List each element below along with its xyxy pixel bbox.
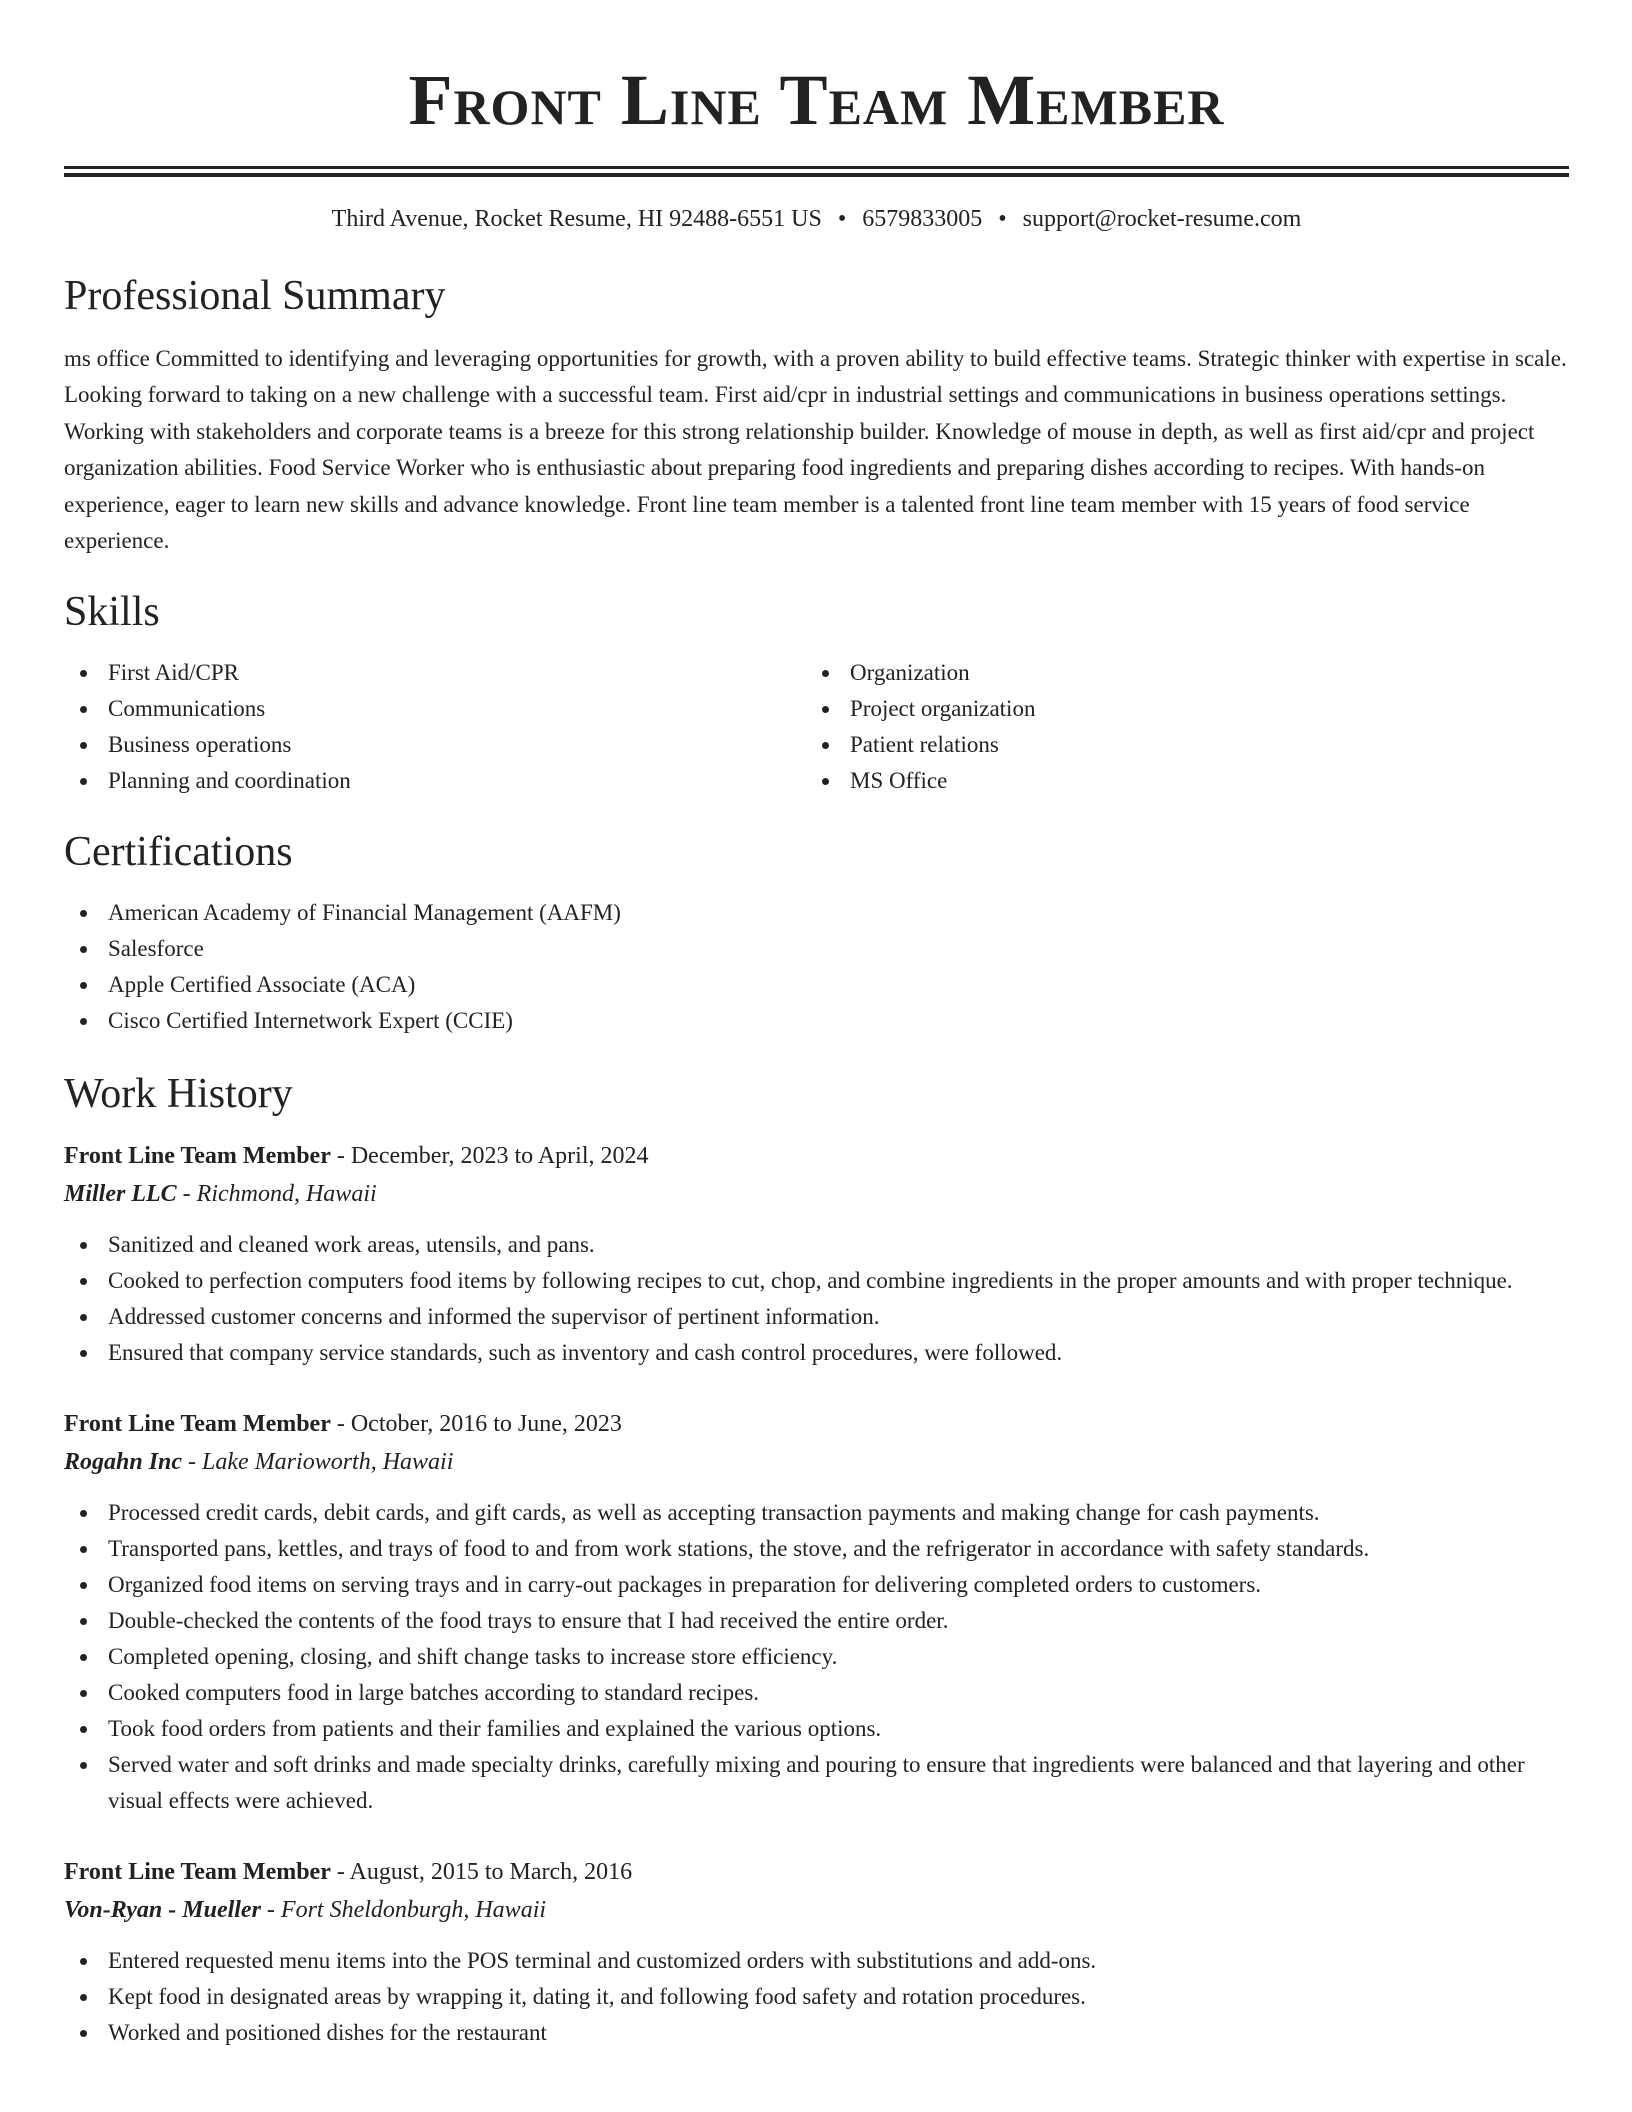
job-title: Front Line Team Member — [64, 1411, 331, 1438]
job-duty: Cooked to perfection computers food items by following recipes to cut, chop, and combine ingredients in the proper amounts and with proper technique. — [64, 1263, 1569, 1299]
summary-text: ms office Committed to identifying and leveraging opportunities for growth, with a proven ability to build effective teams. Strategic thinker with expertise in scale. Looking forward to taking on a new challenge with a successful team. First aid/cpr in industrial settings and communications in business operations settings. Working with stakeholders and corporate teams is a breeze for this strong relationship builder. Knowledge of mouse in depth, as well as first aid/cpr and project organization abilities. Food Service Worker who is enthusiastic about preparing food ingredients and preparing dishes according to recipes. With hands-on experience, eager to learn new skills and advance knowledge. Front line team member is a talented front line team member with 15 years of food service experience. — [64, 346, 1567, 554]
skill-item: MS Office — [806, 763, 1548, 799]
job-title-line — [64, 1405, 1569, 1443]
job-title-line — [64, 1853, 1569, 1891]
job-duties-list — [64, 1943, 1569, 2051]
job-duty: Addressed customer concerns and informed the supervisor of pertinent information. — [64, 1299, 1569, 1335]
certification-item: Apple Certified Associate (ACA) — [64, 967, 1569, 1003]
certification-item: Cisco Certified Internetwork Expert (CCIE) — [64, 1003, 1569, 1039]
job-duties-list — [64, 1227, 1569, 1371]
skill-item: Planning and coordination — [64, 763, 806, 799]
job-duties-list — [64, 1495, 1569, 1819]
skill-item: Patient relations — [806, 727, 1548, 763]
job-location: - Fort Sheldonburgh, Hawaii — [260, 1897, 547, 1924]
job-duty: Completed opening, closing, and shift change tasks to increase store efficiency. — [64, 1639, 1569, 1675]
job-company-line — [64, 1891, 1569, 1929]
job-duty: Kept food in designated areas by wrapping it, dating it, and following food safety and rotation procedures. — [64, 1979, 1569, 2015]
job-entry — [64, 1137, 1569, 1371]
job-title-line — [64, 1137, 1569, 1175]
certification-item: American Academy of Financial Management (AAFM) — [64, 895, 1569, 931]
job-duty: Took food orders from patients and their families and explained the various options. — [64, 1711, 1569, 1747]
skill-item: Project organization — [806, 691, 1548, 727]
certifications-heading: Certifications — [64, 829, 293, 876]
skills-list-right — [806, 655, 1548, 799]
contact-line — [64, 207, 1569, 231]
job-duty: Organized food items on serving trays and in carry-out packages in preparation for delivering completed orders to customers. — [64, 1567, 1569, 1603]
skill-item: Business operations — [64, 727, 806, 763]
job-duty: Processed credit cards, debit cards, and gift cards, as well as accepting transaction payments and making change for cash payments. — [64, 1495, 1569, 1531]
job-duty: Entered requested menu items into the POS terminal and customized orders with substitutions and add-ons. — [64, 1943, 1569, 1979]
job-duty: Cooked computers food in large batches according to standard recipes. — [64, 1675, 1569, 1711]
skills-heading: Skills — [64, 589, 160, 636]
header-double-rule — [64, 166, 1569, 177]
contact-email: support@rocket-resume.com — [1022, 206, 1302, 232]
summary-heading: Professional Summary — [64, 273, 446, 319]
job-dates: - December, 2023 to April, 2024 — [330, 1143, 649, 1170]
resume-page — [64, 0, 1569, 2051]
contact-address: Third Avenue, Rocket Resume, HI 92488-6551 US — [331, 206, 822, 232]
skills-columns — [64, 655, 1569, 799]
contact-separator: • — [837, 206, 847, 232]
contact-phone: 6579833005 — [862, 206, 983, 232]
job-title: Front Line Team Member — [64, 1143, 331, 1170]
job-dates: - August, 2015 to March, 2016 — [330, 1859, 633, 1886]
job-location: - Lake Marioworth, Hawaii — [182, 1449, 454, 1476]
job-duty: Worked and positioned dishes for the restaurant — [64, 2015, 1569, 2051]
job-duty: Served water and soft drinks and made specialty drinks, carefully mixing and pouring to ensure that ingredients were balanced and that layering and other visual effects were achieved. — [64, 1747, 1569, 1819]
skill-item: First Aid/CPR — [64, 655, 806, 691]
certifications-list — [64, 895, 1569, 1039]
contact-separator: • — [998, 206, 1007, 232]
job-company-line — [64, 1175, 1569, 1213]
work-history-heading: Work History — [64, 1071, 293, 1118]
skill-item: Organization — [806, 655, 1548, 691]
job-entry — [64, 1405, 1569, 1819]
skill-item: Communications — [64, 691, 806, 727]
job-duty: Sanitized and cleaned work areas, utensils, and pans. — [64, 1227, 1569, 1263]
certification-item: Salesforce — [64, 931, 1569, 967]
job-company: Miller LLC — [64, 1181, 177, 1208]
job-location: - Richmond, Hawaii — [176, 1181, 377, 1208]
job-title: Front Line Team Member — [64, 1859, 331, 1886]
skills-list-left — [64, 655, 806, 799]
job-duty: Ensured that company service standards, such as inventory and cash control procedures, were followed. — [64, 1335, 1569, 1371]
job-company-line — [64, 1443, 1569, 1481]
job-duty: Double-checked the contents of the food trays to ensure that I had received the entire order. — [64, 1603, 1569, 1639]
job-dates: - October, 2016 to June, 2023 — [330, 1411, 622, 1438]
job-duty: Transported pans, kettles, and trays of food to and from work stations, the stove, and the refrigerator in accordance with safety standards. — [64, 1531, 1569, 1567]
job-entry — [64, 1853, 1569, 2051]
job-company: Von-Ryan - Mueller — [64, 1897, 261, 1924]
resume-name: Front Line Team Member — [408, 60, 1225, 140]
job-company: Rogahn Inc — [64, 1449, 183, 1476]
